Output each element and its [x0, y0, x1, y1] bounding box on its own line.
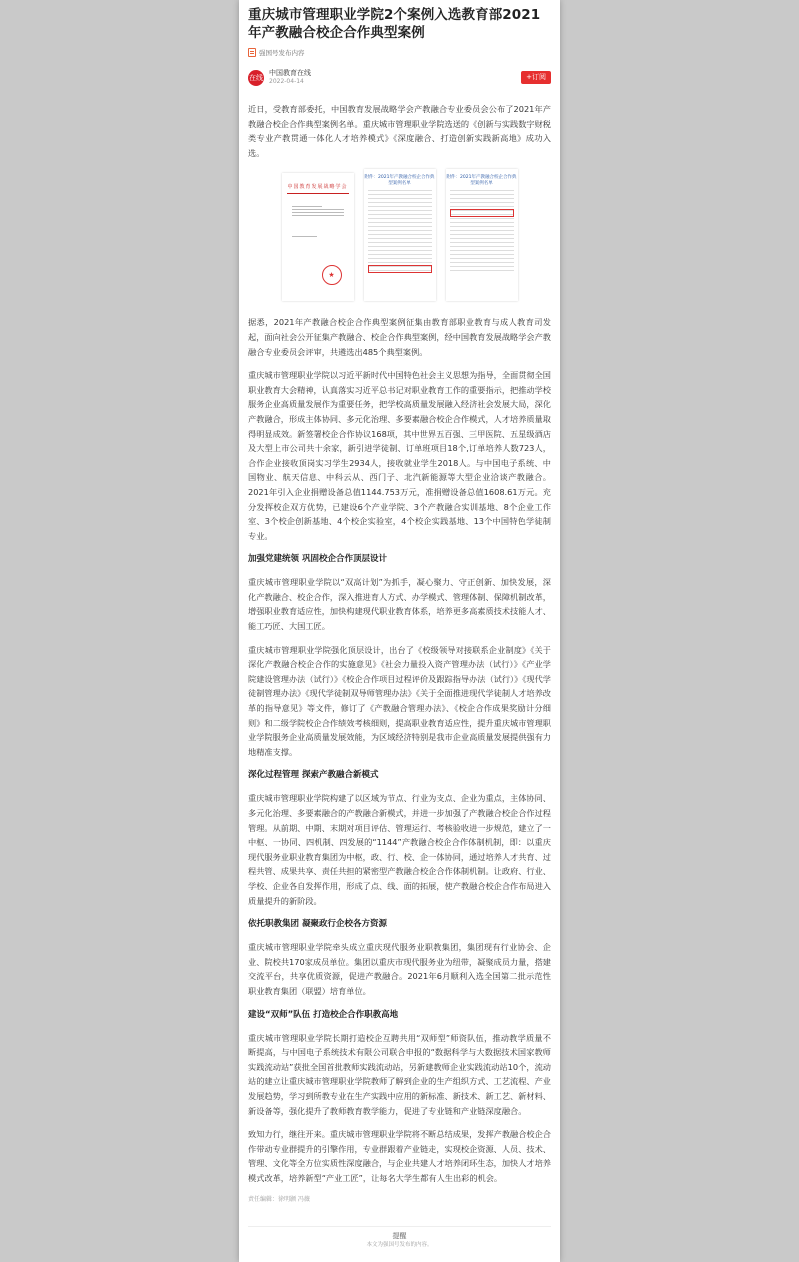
document-icon	[248, 48, 256, 57]
section-heading-2: 深化过程管理 探索产教融合新模式	[248, 770, 379, 781]
highlight-box	[450, 209, 514, 217]
section-heading-1: 加强党建统领 巩固校企合作顶层设计	[248, 554, 387, 565]
seal-icon: ★	[322, 265, 342, 285]
article-content	[239, 0, 560, 1262]
report-link[interactable]: 提醒	[392, 1232, 407, 1240]
article-title: 重庆城市管理职业学院2个案例入选教育部2021年产教融合校企合作典型案例	[248, 7, 541, 41]
editor-note: 责任编辑：徐明颢 冯薇	[248, 1196, 310, 1204]
paragraph-section-2: 重庆城市管理职业学院构建了以区域为节点、行业为支点、企业为重点，主体协同、多元化治理、多要素融合的产教融合新模式，并进一步加强了产教融合校企合作过程管理。从前期、中期、末期对项目评估、管理运行、考核验收进一步规范，建立了一中枢、一协同、四机制、四发展的“1144”产教融合校企合作体制机制，即：以重庆现代服务业职业教育集团为中枢，政、行、校、企一体协同，通过培养人才共育、过程共管、成果共享、责任共担的紧密型产教融合校企合作体制机制。让政府、行业、学校、企业各自发挥作用，形成了点、线、面的拓展，使产教融合校企合作布局进入质量提升的新阶段。	[248, 793, 551, 906]
paragraph-intro: 近日，受教育部委托，中国教育发展战略学会产教融合专业委员会公布了2021年产教融合校企合作典型案例名单。重庆城市管理职业学院选送的《创新与实践数字财税类专业产教贯通一体化人才培养模式》《深度融合、打造创新实践新高地》成功入选。	[248, 104, 551, 158]
author-row	[248, 69, 551, 86]
source-label: 强国号发布内容	[259, 49, 305, 57]
section-heading-3: 依托职教集团 凝聚政行企校各方资源	[248, 919, 387, 930]
notice-document-image	[282, 173, 354, 301]
highlight-box	[368, 265, 432, 273]
case-list-image-1	[364, 169, 436, 301]
author-name[interactable]: 中国教育在线	[269, 69, 311, 77]
paragraph-section-3: 重庆城市管理职业学院牵头成立重庆现代服务业职教集团，集团现有行业协会、企业、院校共170家成员单位。集团以重庆市现代服务业为纽带，凝聚成员力量，搭建交流平台，共享优质资源，促进产教融合。2021年6月顺利入选全国第二批示范性职业教育集团（联盟）培育单位。	[248, 942, 551, 996]
publish-date: 2022-04-14	[269, 78, 304, 85]
letter-header: 中国教育发展战略学会	[287, 184, 348, 191]
paragraph-section-4: 重庆城市管理职业学院长期打造校企互聘共用“双师型”师资队伍，推动教学质量不断提高，与中国电子系统技术有限公司联合申报的“数据科学与大数据技术国家教师实践流动站”获批全国首批教师实践流动站，另新建教师企业实践流动站10个，流动站的建立让重庆城市管理职业学院教师了解到企业的生产组织方式、工艺流程、产业发展趋势，学习到所教专业在生产实践中应用的新标准、新技术、新工艺、新材料、新设备等，强化提升了教师教育教学能力，促进了专业链和产业链深度融合。	[248, 1032, 551, 1116]
list-title-1: 附件：2021年产教融合校企合作典型案例名单	[364, 175, 435, 187]
case-list-image-2	[446, 169, 518, 301]
subscribe-button[interactable]: +订阅	[521, 71, 551, 84]
statement-text: 本文为强国号发布的内容。	[366, 1242, 433, 1248]
paragraph-overview: 重庆城市管理职业学院以习近平新时代中国特色社会主义思想为指导，全面贯彻全国职业教育大会精神，认真落实习近平总书记对职业教育工作的重要指示，把推动学校服务企业高质量发展作为重要任务，把学校高质量发展融入经济社会发展大局，深化产教融合，形成主体协同、多元化治理、多要素融合校企合作模式，人才培养质量取得明显成效。新签署校企合作协议168项，其中世界五百强、三甲医院、五星级酒店及大型上市公司共十余家，新引进学徒制、订单班项目18个,订单培养人数723人，合作企业接收顶岗实习学生2934人，接收就业学生2018人。与中国电子系统、中国物业、航天信息、中科云从、西门子、北汽新能源等大型企业洽谈产教融合。2021年引入企业捐赠设备总值1144.753万元，准捐赠设备总值1608.61万元。充分发挥校企双方优势，已建设6个产业学院、3个产教融合实训基地、8个企业工作室、3个校企创新基地、4个校企实验室，4个校企实践基地、13个中国特色学徒制专业。	[248, 370, 551, 541]
author-info[interactable]	[248, 69, 311, 86]
paragraph-section-1b: 重庆城市管理职业学院强化顶层设计，出台了《校级领导对接联系企业制度》《关于深化产教融合校企合作的实施意见》《社会力量投入资产管理办法（试行）》《产业学院建设管理办法（试行）》《校企合作项目过程评价及跟踪指导办法（试行）》《现代学徒制管理办法》《现代学徒制双导师管理办法》《关于全面推进现代学徒制人才培养改革的指导意见》等文件，修订了《产教融合管理办法》、《校企合作成果奖励计分细则》和二级学院校企合作绩效考核细则，提高职业教育适应性，提升重庆城市管理职业学院服务企业高质量发展效能，为区域经济特别是我市企业高质量发展提供强有力地精准支撑。	[248, 644, 551, 757]
list-title-2: 附件：2021年产教融合校企合作典型案例名单	[446, 175, 517, 187]
avatar[interactable]: 在线	[248, 70, 264, 86]
article-footer	[239, 1226, 560, 1250]
article-image	[275, 169, 525, 303]
article-page	[239, 0, 560, 1262]
paragraph-conclusion: 致知力行，继往开来。重庆城市管理职业学院将不断总结成果，发挥产教融合校企合作带动专业群提升的引擎作用，专业群跟着产业链走，实现校企资源、人员、技术、管理、文化等全方位实质性深度融合，与企业共建人才培养闭环生态，加快人才培养模式改革，培养新型“产业工匠”，让每名大学生都有人生出彩的机会。	[248, 1129, 551, 1183]
section-heading-4: 建设“双师”队伍 打造校企合作职教高地	[248, 1009, 399, 1020]
paragraph-section-1a: 重庆城市管理职业学院以“双高计划”为抓手，凝心聚力、守正创新、加快发展，深化产教融合、校企合作，深入推进育人方式、办学模式、管理体制、保障机制改革，增强职业教育适应性，加快构建现代职业教育体系，培养更多高素质技术技能人才、能工巧匠、大国工匠。	[248, 577, 551, 632]
paragraph-background: 据悉，2021年产教融合校企合作典型案例征集由教育部职业教育与成人教育司发起，面向社会公开征集产教融合、校企合作典型案例，经中国教育发展战略学会产教融合专业委员会评审，共遴选出485个典型案例。	[248, 317, 551, 357]
source-row	[248, 48, 551, 57]
